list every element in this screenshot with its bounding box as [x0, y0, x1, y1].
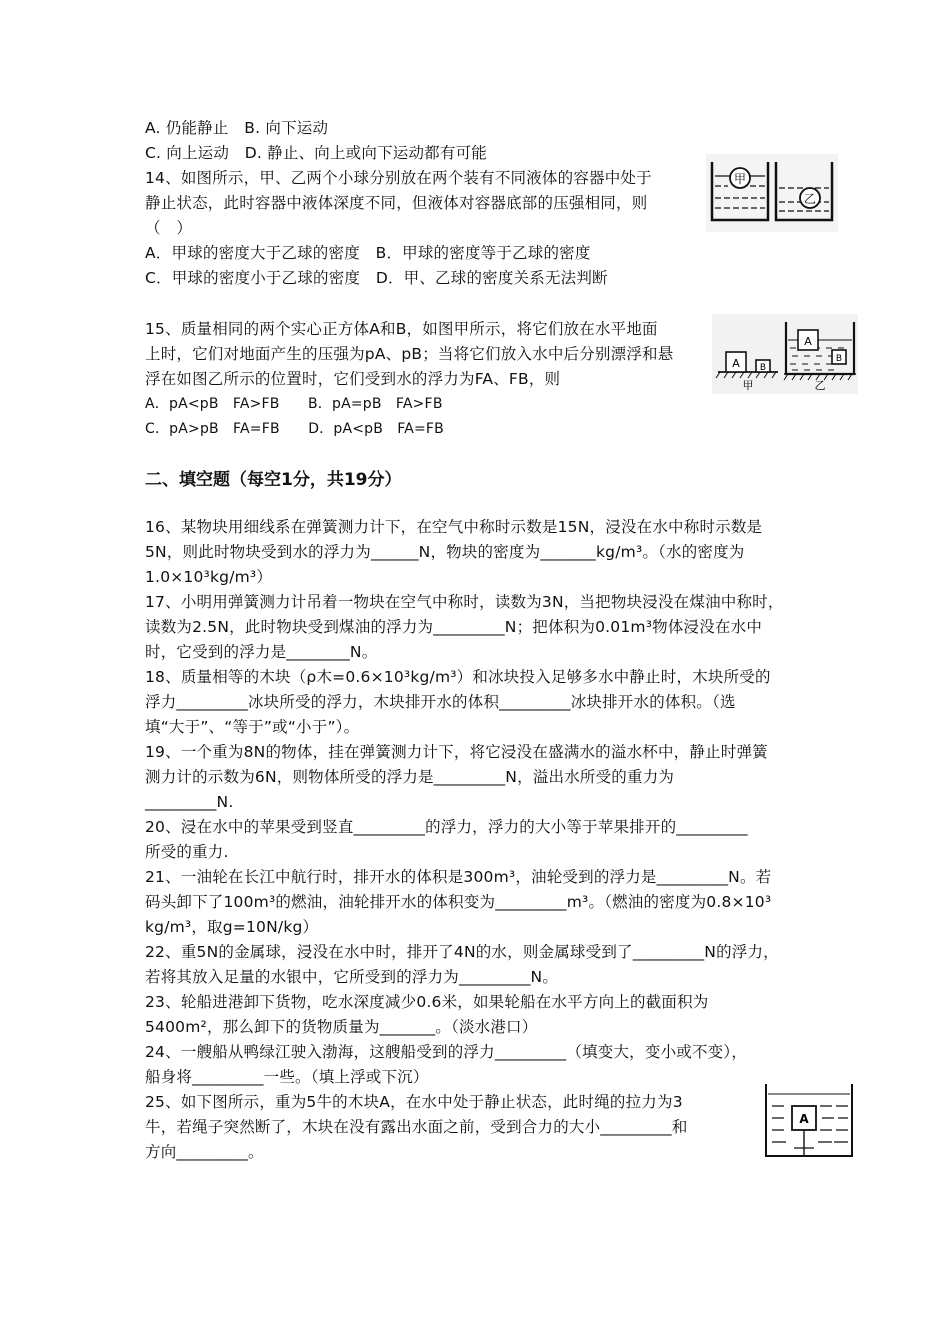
label-jia: 甲 [742, 379, 754, 392]
q22-text-line1: 22、重5N的金属球，浸没在水中时，排开了4N的水，则金属球受到了_________N的浮力， [145, 943, 779, 961]
q16-text-line3: 1.0×10³kg/m³） [145, 568, 273, 586]
q14-options-cd: C．甲球的密度小于乙球的密度 D．甲、乙球的密度关系无法判断 [145, 269, 608, 287]
q15-text-line3: 浮在如图乙所示的位置时，它们受到水的浮力为FA、FB，则 [145, 370, 561, 388]
q14-options-ab: A．甲球的密度大于乙球的密度 B．甲球的密度等于乙球的密度 [145, 244, 591, 262]
q21-text-line1: 21、一油轮在长江中航行时，排开水的体积是300m³，油轮受到的浮力是_________N。若 [145, 868, 772, 886]
q24-text-line2: 船身将_________一些。（填上浮或下沉） [145, 1068, 429, 1086]
label-yi: 乙 [814, 379, 826, 392]
q19-text-line2: 测力计的示数为6N，则物体所受的浮力是_________N，溢出水所受的重力为 [145, 768, 675, 786]
q15-text-line1: 15、质量相同的两个实心正方体A和B，如图甲所示，将它们放在水平地面 [145, 320, 658, 338]
q14-text-line1: 14、如图所示，甲、乙两个小球分别放在两个装有不同液体的容器中处于 [145, 169, 652, 187]
q13-options-ab: A. 仍能静止 B. 向下运动 [145, 119, 329, 137]
block-a-label: A [799, 1112, 809, 1126]
cube-a-ground-label: A [732, 357, 740, 370]
q25-figure-block-in-water [762, 1082, 856, 1160]
q16-text-line1: 16、某物块用细线系在弹簧测力计下，在空气中称时示数是15N，浸没在水中称时示数是 [145, 518, 763, 536]
q23-text-line2: 5400m²，那么卸下的货物质量为_______。（淡水港口） [145, 1018, 538, 1036]
q20-text-line1: 20、浸在水中的苹果受到竖直_________的浮力，浮力的大小等于苹果排开的_________ [145, 818, 748, 836]
q15-options-ab: A．pA<pB FA>FB B．pA=pB FA>FB [145, 396, 443, 412]
q14-figure-two-containers [706, 154, 838, 232]
q23-text-line1: 23、轮船进港卸下货物，吃水深度减少0.6米，如果轮船在水平方向上的截面积为 [145, 993, 709, 1011]
q17-text-line2: 读数为2.5N，此时物块受到煤油的浮力为_________N；把体积为0.01m³物体浸没在水中 [145, 618, 763, 636]
q25-text-line2: 牛，若绳子突然断了，木块在没有露出水面之前，受到合力的大小_________和 [145, 1118, 688, 1136]
q17-text-line3: 时，它受到的浮力是________N。 [145, 643, 378, 661]
q13-options-cd: C. 向上运动 D. 静止、向上或向下运动都有可能 [145, 144, 487, 162]
q19-text-line3: _________N. [145, 793, 234, 811]
cube-b-suspended-label: B [835, 354, 843, 364]
q15-text-line2: 上时，它们对地面产生的压强为pA、pB；当将它们放入水中后分别漂浮和悬 [145, 345, 674, 363]
q20-text-line2: 所受的重力. [145, 843, 229, 861]
ball-jia-label: 甲 [733, 172, 747, 186]
q15-figure-cubes [712, 314, 858, 394]
q18-text-line1: 18、质量相等的木块（ρ木=0.6×10³kg/m³）和冰块投入足够多水中静止时，木块所受的 [145, 668, 771, 686]
q16-text-line2: 5N，则此时物块受到水的浮力为______N，物块的密度为_______kg/m³。（水的密度为 [145, 543, 745, 561]
q21-text-line3: kg/m³，取g=10N/kg） [145, 918, 319, 936]
q25-text-line3: 方向_________。 [145, 1143, 264, 1161]
section-2-title: 二、填空题（每空1分，共19分） [145, 470, 402, 490]
q18-text-line2: 浮力_________冰块所受的浮力，木块排开水的体积_________冰块排开水的体积。（选 [145, 693, 736, 711]
q18-text-line3: 填“大于”、“等于”或“小于”）。 [145, 718, 360, 736]
q17-text-line1: 17、小明用弹簧测力计吊着一物块在空气中称时，读数为3N，当把物块浸没在煤油中称时， [145, 593, 784, 611]
q14-text-line3: （ ） [145, 219, 193, 237]
q19-text-line1: 19、一个重为8N的物体，挂在弹簧测力计下，将它浸没在盛满水的溢水杯中，静止时弹簧 [145, 743, 768, 761]
cube-a-floating-label: A [804, 335, 812, 348]
q25-text-line1: 25、如下图所示，重为5牛的木块A，在水中处于静止状态，此时绳的拉力为3 [145, 1093, 683, 1111]
cube-b-ground-label: B [759, 363, 767, 373]
ball-yi-label: 乙 [803, 192, 817, 206]
q22-text-line2: 若将其放入足量的水银中，它所受到的浮力为_________N。 [145, 968, 559, 986]
q21-text-line2: 码头卸下了100m³的燃油，油轮排开水的体积变为_________m³。（燃油的密度为0.8×10³ [145, 893, 772, 911]
q24-text-line1: 24、一艘船从鸭绿江驶入渤海，这艘船受到的浮力_________（填变大，变小或不变）， [145, 1043, 748, 1061]
q14-text-line2: 静止状态，此时容器中液体深度不同，但液体对容器底部的压强相同，则 [145, 194, 648, 212]
q15-options-cd: C．pA>pB FA=FB D．pA<pB FA=FB [145, 421, 444, 437]
